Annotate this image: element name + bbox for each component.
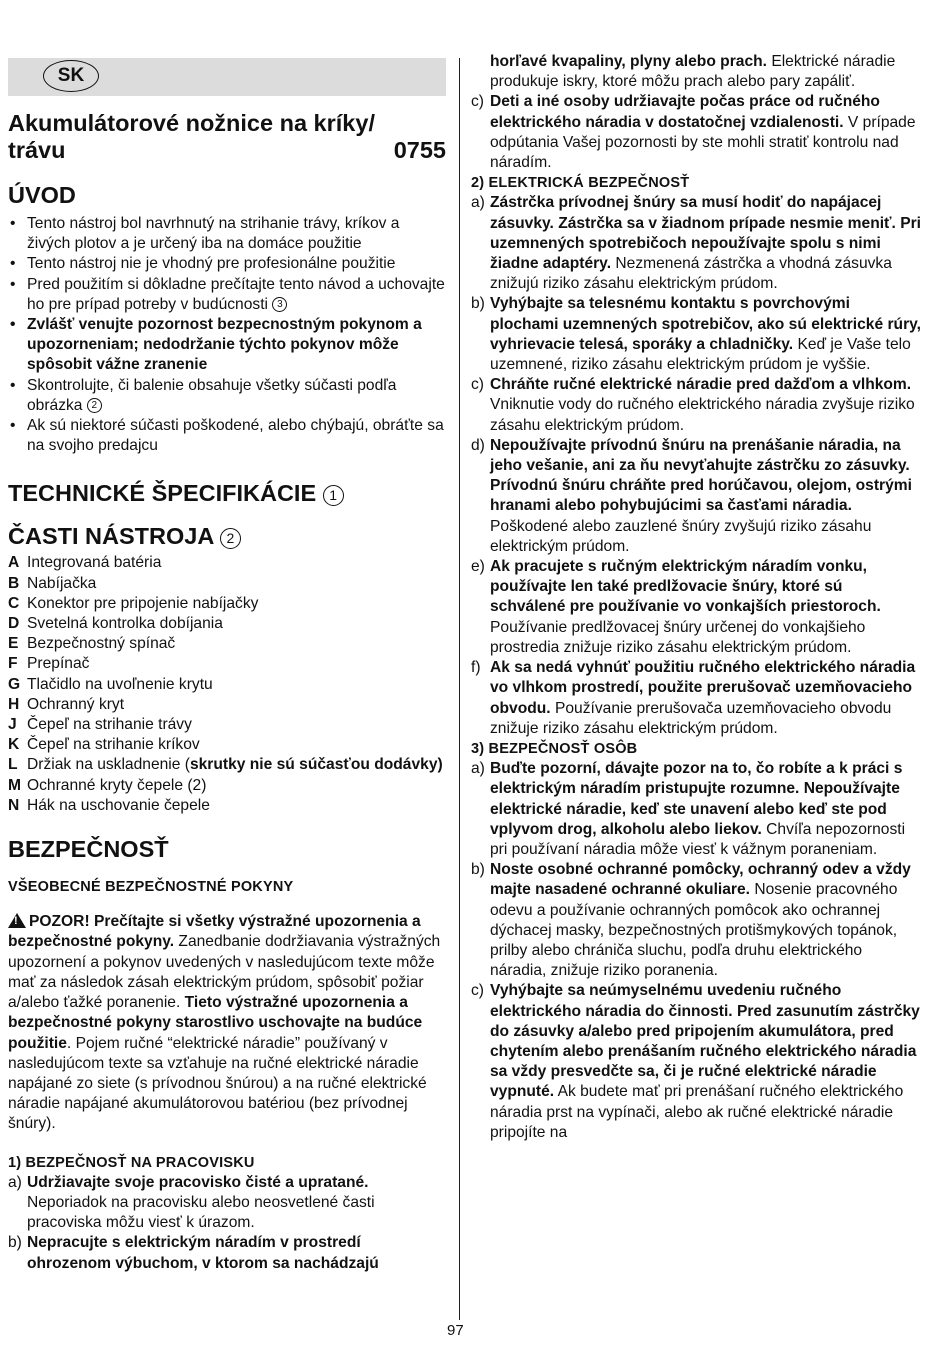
- list-item: a) Zástrčka prívodnej šnúry sa musí hodiť do napájacej zásuvky. Zástrčka sa v žiadnom prípade nesmie meniť. Pri uzemnených spotrebičoch nepoužívajte spolu s nimi žiadne adaptéry. Nezmenená zástrčka a vhodná zásuvka znižujú riziko zásahu elektrickým prúdom.: [471, 194, 921, 293]
- list-item: c) Chráňte ručné elektrické náradie pred dažďom a vlhkom. Vniknutie vody do ručného elektrického náradia zvyšuje riziko zásahu elektrickým prúdom.: [471, 376, 915, 434]
- figure-ref: 2: [220, 528, 241, 549]
- title-line-1: Akumulátorové nožnice na kríky/: [8, 110, 375, 136]
- list-item: b) Vyhýbajte sa telesnému kontaktu s povrchovými plochami uzemnených spotrebičov, ako sú elektrické rúry, vyhrievacie telesá, sporáky a chladničky. Keď je Vaše telo uzemnené, riziko zásahu elektrickým prúdom je vyššie.: [471, 295, 921, 374]
- safety-heading: BEZPEČNOSŤ: [8, 836, 169, 863]
- list-item: H Ochranný kryt: [8, 695, 125, 713]
- work-area-list-cont: [471, 92, 921, 173]
- work-area-heading: 1) BEZPEČNOSŤ NA PRACOVISKU: [8, 1154, 255, 1171]
- specs-heading: TECHNICKÉ ŠPECIFIKÁCIE 1: [8, 479, 446, 507]
- warning-icon: [8, 913, 26, 928]
- list-item: d) Nepoužívajte prívodnú šnúru na prenášanie náradia, na jeho vešanie, ani za ňu nevyťahujte zástrčku zo zásuvky. Prívodnú šnúru chráňte pred horúčavou, olejom, ostrými hranami alebo pohybujúcimi sa časťami náradia. Poškodené alebo zauzlené šnúry zvyšujú riziko zásahu elektrickým prúdom.: [471, 436, 912, 555]
- parts-heading: ČASTI NÁSTROJA 2: [8, 522, 446, 550]
- list-item: J Čepeľ na strihanie trávy: [8, 716, 192, 734]
- parts-list-tail: [8, 755, 446, 816]
- list-item: • Skontrolujte, či balenie obsahuje všetky súčasti podľa obrázka 2: [8, 376, 446, 416]
- left-column: [8, 58, 446, 1274]
- list-item: A Integrovaná batéria: [8, 554, 162, 572]
- list-item: • Pred použitím si dôkladne prečítajte tento návod a uchovajte ho pre prípad potreby v budúcnosti 3: [8, 275, 446, 315]
- language-badge: SK: [43, 60, 99, 92]
- figure-ref: 1: [323, 485, 344, 506]
- list-item: N Hák na uschovanie čepele: [8, 796, 210, 814]
- column-divider: [459, 58, 460, 1320]
- list-item: G Tlačidlo na uvoľnenie krytu: [8, 675, 213, 693]
- figure-ref: 3: [272, 297, 287, 312]
- list-item: b) Nepracujte s elektrickým náradím v prostredí ohrozenom výbuchom, v ktorom sa nachádzajú: [8, 1234, 379, 1272]
- list-item: • Zvlášť venujte pozornost bezpecnostným pokynom a upozorneniam; nedodržanie týchto pokynov môže spôsobit vážne zranenie: [8, 315, 446, 376]
- list-item: • Ak sú niektoré súčasti poškodené, alebo chýbajú, obráťte sa na svojho predajcu: [8, 416, 446, 456]
- list-item: a) Udržiavajte svoje pracovisko čisté a upratané. Neporiadok na pracovisku alebo neosvetlené časti pracoviska môžu viesť k úrazom.: [8, 1173, 375, 1232]
- list-item: f) Ak sa nedá vyhnúť použitiu ručného elektrického náradia vo vlhkom prostredí, použite prerušovač uzemňovacieho obvodu. Používanie prerušovača uzemňovacieho obvodu znižuje riziko zásahu elektrickým prúdom.: [471, 659, 916, 737]
- list-item: F Prepínač: [8, 655, 90, 673]
- list-item: b) Noste osobné ochranné pomôcky, ochranný odev a vždy majte nasadené ochranné okuliare. Nosenie pracovného odevu a používanie ochranných pomôcok ako ochrannej dýchacej masky, bezpečnostných protišmykových topánok, prilby alebo chrániča sluchu, podľa druhu elektrického náradia, znižuje riziko poranenia.: [471, 861, 911, 980]
- personal-safety-heading: 3) BEZPEČNOSŤ OSÔB: [471, 740, 638, 757]
- intro-heading: ÚVOD: [8, 182, 76, 208]
- language-bar: [8, 58, 446, 96]
- list-item: E Bezpečnostný spínač: [8, 635, 176, 653]
- figure-ref: 2: [87, 398, 102, 413]
- list-item: e) Ak pracujete s ručným elektrickým náradím vonku, používajte len také predlžovacie šnúry, ktoré sú schválené pre používanie vo vonkajších priestoroch. Používanie predlžovacej šnúry určenej do vonkajšieho prostredia znižuje riziko zásahu elektrickým prúdom.: [471, 558, 881, 656]
- general-safety-heading: VŠEOBECNÉ BEZPEČNOSTNÉ POKYNY: [8, 879, 294, 896]
- list-item: L Držiak na uskladnenie (skrutky nie sú súčasťou dodávky): [8, 756, 443, 774]
- intro-list: [8, 214, 446, 456]
- list-item: C Konektor pre pripojenie nabíjačky: [8, 594, 259, 612]
- list-item: • Tento nástroj bol navrhnutý na strihanie trávy, kríkov a živých plotov a je určený iba na domáce použitie: [8, 214, 446, 254]
- list-item: • Tento nástroj nie je vhodný pre profesionálne použitie: [8, 254, 446, 274]
- warning-paragraph: !POZOR! Prečítajte si všetky výstražné upozornenia a bezpečnostné pokyny. Zanedbanie dodržiavania výstražných upozornení a pokynov uvedených v nasledujúcom texte môže mať za následok zásah elektrickým prúdom, spôsobiť požiar a/alebo ťažké poranenie. Tieto výstražné upozornenia a bezpečnostné pokyny starostlivo uschovajte na budúce použitie. Pojem ručné “elektrické náradie” používaný v nasledujúcom texte sa vzťahuje na ručné elektrické náradie napájané zo siete (s prívodnou šnúrou) a na ručné elektrické náradie napájané akumulátorovou batériou (bez prívodnej šnúry).: [8, 912, 446, 1134]
- work-area-list: [8, 1173, 446, 1274]
- list-item: K Čepeľ na strihanie kríkov: [8, 736, 200, 754]
- right-column: [471, 52, 921, 1143]
- list-item: D Svetelná kontrolka dobíjania: [8, 615, 223, 633]
- personal-safety-list: [471, 759, 921, 1143]
- list-item: a) Buďte pozorní, dávajte pozor na to, čo robíte a k práci s elektrickým náradím pristupujte rozumne. Nepoužívajte elektrické náradie, keď ste unavení alebo keď ste pod vplyvom drog, alkoholu alebo liekov. Chvíľa nepozornosti pri používaní náradia môže viesť k vážnym poraneniam.: [471, 760, 906, 858]
- document-title: [8, 110, 446, 164]
- page-number: 97: [447, 1322, 464, 1339]
- list-item: B Nabíjačka: [8, 574, 97, 592]
- list-item: c) Vyhýbajte sa neúmyselnému uvedeniu ručného elektrického náradia do činnosti. Pred zasunutím zástrčky do zásuvky a/alebo pred pripojením akumulátora, pred chytením alebo prenášaním ručného elektrického náradia sa vždy presvedčte sa, či je ručné elektrické náradie vypnuté. Ak budete mať pri prenášaní ručného elektrického náradia prst na vypínači, alebo ak ručné elektrické náradie pripojíte na: [471, 982, 920, 1141]
- list-item-continuation: horľavé kvapaliny, plyny alebo prach. Elektrické náradie produkuje iskry, ktoré môžu prach alebo pary zapáliť.: [490, 53, 896, 91]
- list-item: c) Deti a iné osoby udržiavajte počas práce od ručného elektrického náradia v dostatočnej vzdialenosti. V prípade odpútania Vašej pozornosti by ste mohli stratiť kontrolu nad náradím.: [471, 93, 916, 172]
- parts-list: [8, 553, 446, 755]
- electrical-safety-heading: 2) ELEKTRICKÁ BEZPEČNOSŤ: [471, 175, 690, 192]
- title-line-2: trávu: [8, 137, 66, 163]
- list-item: M Ochranné kryty čepele (2): [8, 776, 207, 794]
- electrical-safety-list: [471, 193, 921, 738]
- model-number: 0755: [393, 137, 446, 163]
